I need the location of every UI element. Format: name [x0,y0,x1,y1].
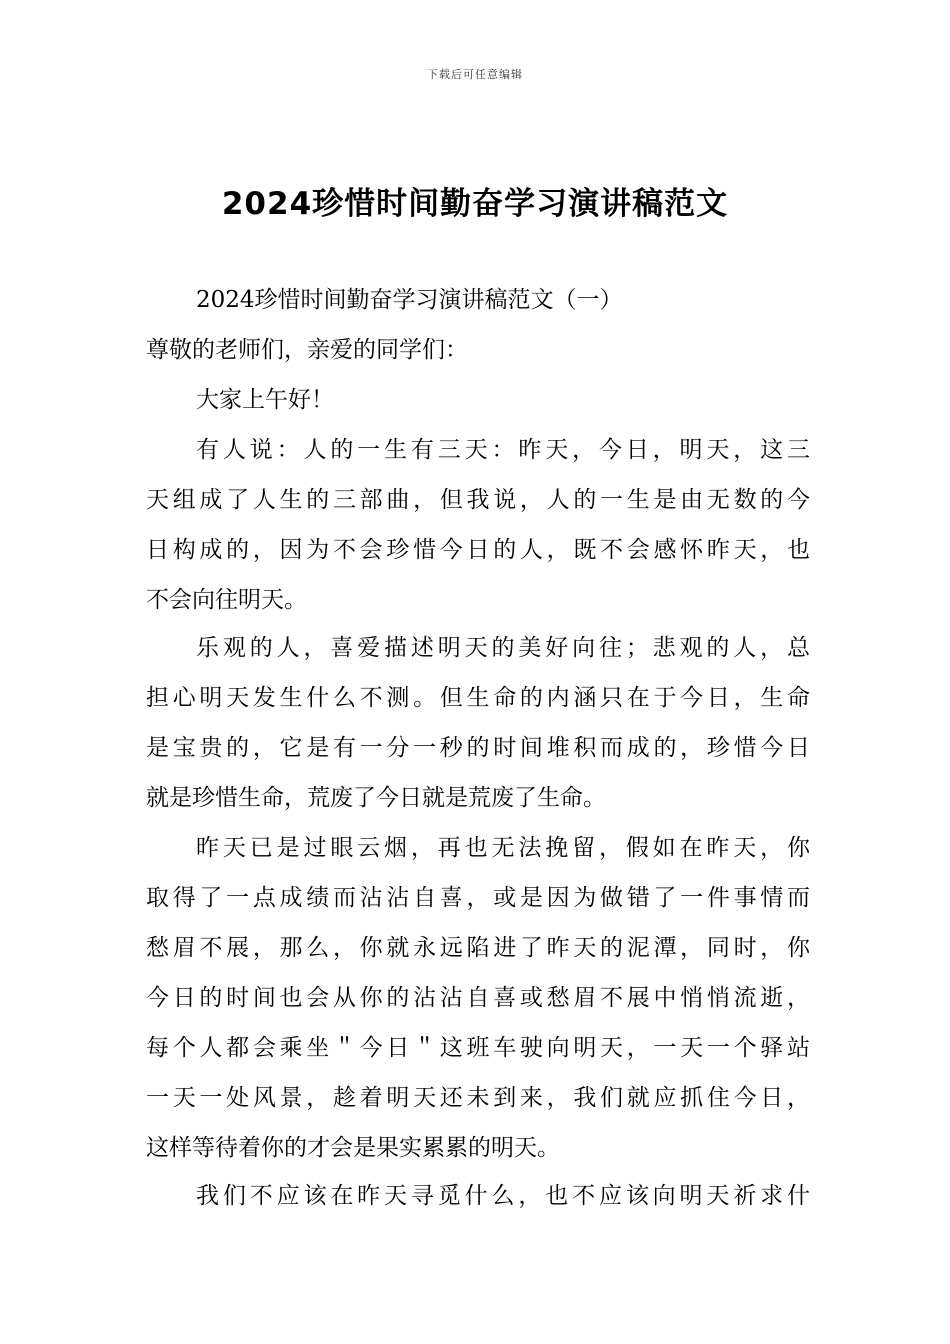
paragraph-line: 这样等待着你的才会是果实累累的明天。 [146,1135,560,1161]
document-title: 2024珍惜时间勤奋学习演讲稿范文 [221,186,729,222]
paragraph-line: 天组成了人生的三部曲，但我说，人的一生是由无数的今 [146,487,810,513]
salutation-line: 尊敬的老师们，亲爱的同学们： [146,337,468,363]
paragraph-line: 乐观的人，喜爱描述明天的美好向往；悲观的人，总 [196,635,810,661]
paragraph-line: 每个人都会乘坐＂今日＂这班车驶向明天，一天一个驿站 [146,1035,810,1061]
paragraph-line: 日构成的，因为不会珍惜今日的人，既不会感怀昨天，也 [146,537,810,563]
paragraph-line: 有人说：人的一生有三天：昨天，今日，明天，这三 [196,437,810,463]
subtitle-line: 2024珍惜时间勤奋学习演讲稿范文（一） [196,287,623,313]
paragraph-line: 不会向往明天。 [146,587,307,613]
paragraph-line: 今日的时间也会从你的沾沾自喜或愁眉不展中悄悄流逝， [146,985,810,1011]
paragraph-line: 就是珍惜生命，荒废了今日就是荒废了生命。 [146,785,606,811]
header-note: 下载后可任意编辑 [427,68,523,81]
paragraph-line: 我们不应该在昨天寻觅什么，也不应该向明天祈求什 [196,1183,810,1209]
paragraph-line: 是宝贵的，它是有一分一秒的时间堆积而成的，珍惜今日 [146,735,810,761]
paragraph-line: 担心明天发生什么不测。但生命的内涵只在于今日，生命 [146,685,810,711]
paragraph-line: 昨天已是过眼云烟，再也无法挽留，假如在昨天，你 [196,835,810,861]
greeting-line: 大家上午好！ [196,387,334,413]
paragraph-line: 取得了一点成绩而沾沾自喜，或是因为做错了一件事情而 [146,885,810,911]
paragraph-line: 愁眉不展，那么，你就永远陷进了昨天的泥潭，同时，你 [146,935,810,961]
paragraph-line: 一天一处风景，趁着明天还未到来，我们就应抓住今日， [146,1085,810,1111]
